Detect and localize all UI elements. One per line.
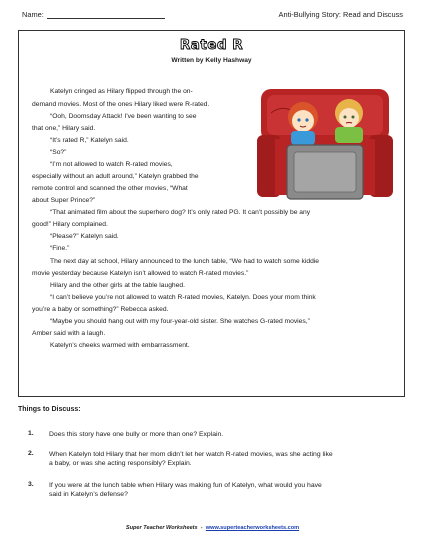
- story-line: you’re a baby or something?” Rebecca asked.: [32, 306, 169, 313]
- couch-illustration: [257, 83, 393, 203]
- question-text: a baby, or was she acting responsibly? Explain.: [49, 460, 192, 467]
- story-line: “Ooh, Doomsday Attack! I’ve been wanting to see: [50, 113, 197, 120]
- story-line: that one,” Hilary said.: [32, 125, 96, 132]
- story-line: “So?”: [50, 149, 67, 156]
- discussion-heading: Things to Discuss:: [18, 406, 81, 413]
- story-line: “Please?” Katelyn said.: [50, 233, 119, 240]
- story-line: demand movies. Most of the ones Hilary liked were R-rated.: [32, 101, 210, 108]
- name-line: [47, 10, 165, 19]
- story-box: [18, 30, 405, 397]
- question-number: 3.: [28, 481, 34, 488]
- question-text: Does this story have one bully or more than one? Explain.: [49, 431, 224, 438]
- story-title: Rated R: [179, 37, 244, 53]
- story-line: The next day at school, Hilary announced to the lunch table, “We had to watch some kiddie: [50, 258, 320, 265]
- story-line: “I can’t believe you’re not allowed to watch R-rated movies, Katelyn. Does your mom think: [50, 294, 316, 301]
- page-header: [22, 10, 403, 22]
- worksheet-subject: Anti-Bullying Story: Read and Discuss: [278, 10, 403, 19]
- story-line: “Maybe you should hang out with my four-year-old sister. She watches G-rated movies,”: [50, 318, 310, 325]
- name-label: Name:: [22, 10, 44, 19]
- story-line: good!” Hilary complained.: [32, 221, 108, 228]
- question-text: said in Katelyn’s defense?: [49, 491, 128, 498]
- story-line: “It’s rated R,” Katelyn said.: [50, 137, 129, 144]
- story-line: “I’m not allowed to watch R-rated movies,: [50, 161, 173, 168]
- story-line: movie yesterday because Katelyn isn’t allowed to watch R-rated movies.”: [32, 270, 249, 277]
- question-number: 2.: [28, 450, 34, 457]
- story-line: “Fine.”: [50, 245, 70, 252]
- question-text: If you were at the lunch table when Hilary was making fun of Katelyn, what would you have: [49, 482, 322, 489]
- footer-link[interactable]: www.superteacherworksheets.com: [205, 525, 300, 531]
- story-line: “That animated film about the superhero dog? It’s only rated PG. It can’t possibly be any: [50, 209, 311, 216]
- footer-separator: -: [200, 525, 203, 531]
- story-line: about Super Prince?”: [32, 197, 96, 204]
- story-line: Hilary and the other girls at the table laughed.: [50, 282, 185, 289]
- story-line: Amber said with a laugh.: [32, 330, 106, 337]
- story-line: Katelyn’s cheeks warmed with embarrassment.: [50, 342, 190, 349]
- story-line: especially without an adult around,” Katelyn grabbed the: [32, 173, 199, 180]
- name-field[interactable]: [22, 10, 165, 19]
- question-text: When Katelyn told Hilary that her mom didn’t let her watch R-rated movies, was she acting like: [49, 451, 333, 458]
- story-line: remote control and scanned the other movies, “What: [32, 185, 188, 192]
- story-line: Katelyn cringed as Hilary flipped through the on-: [50, 88, 193, 95]
- footer-brand: Super Teacher Worksheets: [125, 525, 198, 531]
- page-footer: [0, 525, 425, 531]
- question-number: 1.: [28, 430, 34, 437]
- story-author: Written by Kelly Hashway: [171, 57, 252, 64]
